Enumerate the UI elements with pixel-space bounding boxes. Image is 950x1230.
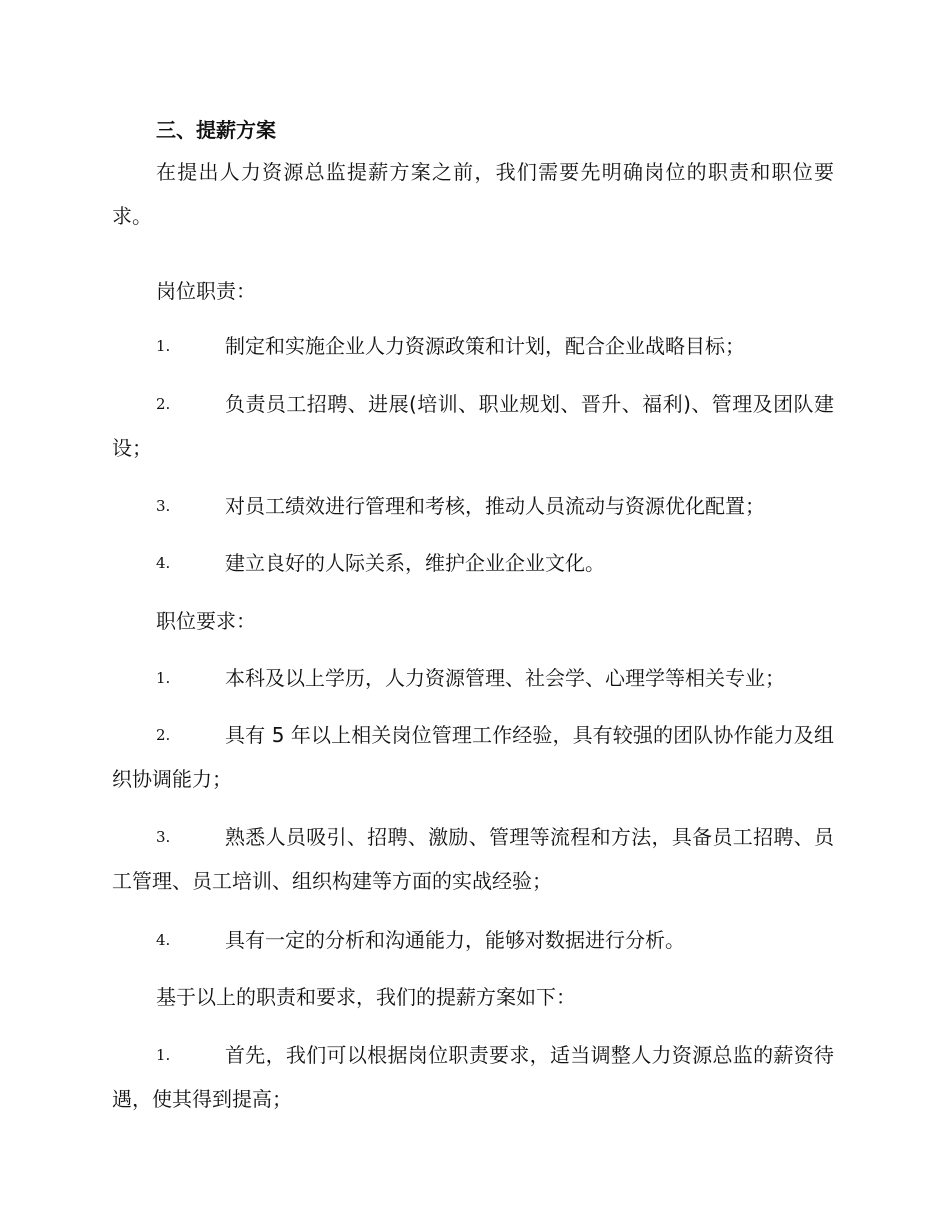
list-number: 2. (156, 395, 171, 413)
requirement-item-1 (112, 656, 834, 700)
plan-item-1 (112, 1033, 834, 1121)
duty-item-1 (112, 324, 834, 368)
plan-intro: 基于以上的职责和要求，我们的提薪方案如下： (156, 985, 576, 1009)
duty-item-2 (112, 382, 834, 470)
list-item-text: 首先，我们可以根据岗位职责要求，适当调整人力资源总监的薪资待遇，使其得到提高； (112, 1043, 834, 1111)
list-number: 1. (156, 337, 171, 355)
requirements-label: 职位要求： (156, 609, 256, 633)
intro-paragraph: 在提出人力资源总监提薪方案之前，我们需要先明确岗位的职责和职位要求。 (112, 160, 834, 228)
list-number: 2. (156, 726, 171, 744)
list-number: 1. (156, 669, 171, 687)
list-number: 3. (156, 828, 171, 846)
list-item-text: 具有一定的分析和沟通能力，能够对数据进行分析。 (225, 928, 685, 952)
section-heading: 三、提薪方案 (156, 118, 276, 142)
list-number: 1. (156, 1046, 171, 1064)
list-item-text: 制定和实施企业人力资源政策和计划，配合企业战略目标； (225, 334, 745, 358)
list-number: 4. (156, 931, 171, 949)
requirement-item-3 (112, 815, 834, 903)
list-number: 3. (156, 497, 171, 515)
duty-item-3 (112, 484, 834, 528)
list-item-text: 熟悉人员吸引、招聘、激励、管理等流程和方法，具备员工招聘、员工管理、员工培训、组织构建等方面的实战经验； (112, 825, 834, 893)
duty-item-4 (112, 541, 834, 585)
list-item-text: 具有 5 年以上相关岗位管理工作经验，具有较强的团队协作能力及组织协调能力； (112, 723, 834, 791)
list-item-text: 负责员工招聘、进展(培训、职业规划、晋升、福利)、管理及团队建设； (112, 392, 834, 460)
list-item-text: 本科及以上学历，人力资源管理、社会学、心理学等相关专业； (225, 666, 785, 690)
list-item-text: 建立良好的人际关系，维护企业企业文化。 (225, 551, 605, 575)
requirement-item-4 (112, 918, 834, 962)
list-number: 4. (156, 554, 171, 572)
requirement-item-2 (112, 713, 834, 801)
duties-label: 岗位职责： (156, 279, 256, 303)
list-item-text: 对员工绩效进行管理和考核，推动人员流动与资源优化配置； (225, 494, 765, 518)
